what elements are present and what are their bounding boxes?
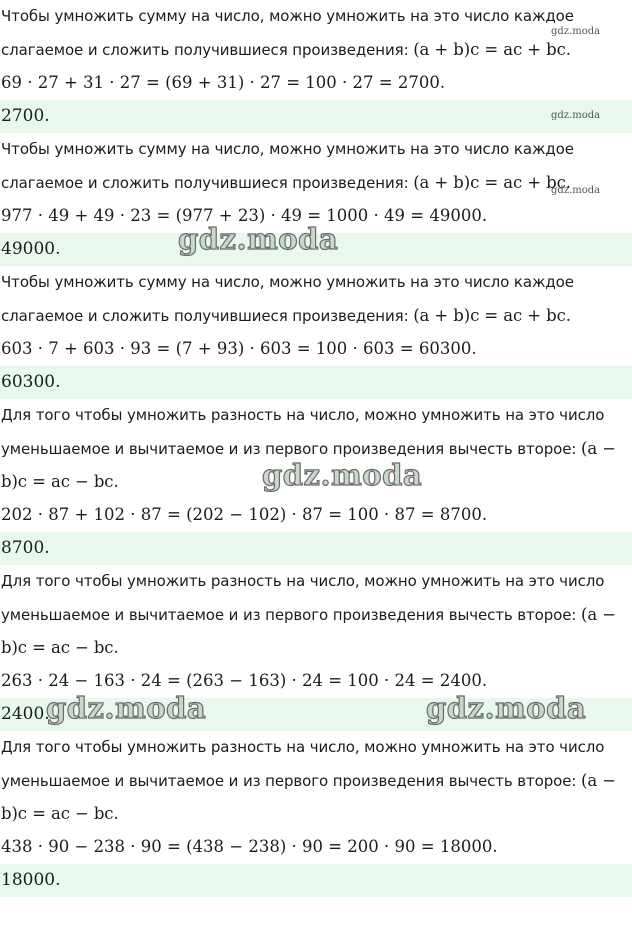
solution-block-3	[0, 266, 632, 399]
watermark-large: gdz.moda	[46, 691, 207, 725]
rule-formula: (a + b)c = ac + bc.	[413, 173, 571, 192]
watermark-small: gdz.moda	[551, 185, 601, 196]
rule-line-2	[0, 764, 632, 797]
answer-value: 2700.	[1, 106, 50, 126]
rule-text: слагаемое и сложить получившиеся произведения:	[1, 174, 414, 192]
rule-line-1: Для того чтобы умножить разность на число, можно умножить на это число	[1, 406, 605, 424]
calculation-line: 69 · 27 + 31 · 27 = (69 + 31) · 27 = 100 · 27 = 2700.	[1, 73, 446, 92]
rule-formula: (a −	[581, 771, 616, 790]
watermark-small: gdz.moda	[551, 110, 601, 121]
answer-line	[0, 366, 632, 399]
rule-formula: (a −	[581, 439, 616, 458]
rule-line-1: Чтобы умножить сумму на число, можно умножить на это число каждое	[1, 273, 574, 291]
rule-text: слагаемое и сложить получившиеся произведения:	[1, 307, 414, 325]
rule-line-2	[0, 166, 632, 199]
rule-text: уменьшаемое и вычитаемое и из первого произведения вычесть второе:	[1, 772, 581, 790]
calculation-line: 202 · 87 + 102 · 87 = (202 − 102) · 87 = 100 · 87 = 8700.	[1, 505, 488, 524]
calculation-line: 263 · 24 − 163 · 24 = (263 − 163) · 24 = 100 · 24 = 2400.	[1, 671, 488, 690]
rule-line-2	[0, 299, 632, 332]
calculation-line: 603 · 7 + 603 · 93 = (7 + 93) · 603 = 100 · 603 = 60300.	[1, 339, 477, 358]
answer-value: 60300.	[1, 372, 61, 392]
rule-formula: (a −	[581, 605, 616, 624]
answer-value: 49000.	[1, 239, 61, 259]
calculation-line: 977 · 49 + 49 · 23 = (977 + 23) · 49 = 1000 · 49 = 49000.	[1, 206, 488, 225]
solution-block-1	[0, 0, 632, 133]
answer-line	[0, 100, 632, 133]
answer-line	[0, 532, 632, 565]
rule-line-1: Чтобы умножить сумму на число, можно умножить на это число каждое	[1, 7, 574, 25]
answer-value: 8700.	[1, 538, 50, 558]
rule-line-1: Для того чтобы умножить разность на число, можно умножить на это число	[1, 572, 605, 590]
solution-block-6	[0, 731, 632, 897]
rule-formula: (a + b)c = ac + bc.	[413, 40, 571, 59]
rule-formula: (a + b)c = ac + bc.	[413, 306, 571, 325]
rule-line-3: b)c = ac − bc.	[1, 472, 119, 491]
watermark-large: gdz.moda	[426, 691, 587, 725]
watermark-small: gdz.moda	[551, 26, 601, 37]
answer-value: 18000.	[1, 870, 61, 890]
rule-text: уменьшаемое и вычитаемое и из первого произведения вычесть второе:	[1, 440, 581, 458]
watermark-large: gdz.moda	[178, 222, 339, 256]
answer-line	[0, 864, 632, 897]
rule-line-1: Для того чтобы умножить разность на число, можно умножить на это число	[1, 738, 605, 756]
rule-line-1: Чтобы умножить сумму на число, можно умножить на это число каждое	[1, 140, 574, 158]
rule-text: уменьшаемое и вычитаемое и из первого произведения вычесть второе:	[1, 606, 581, 624]
rule-line-3: b)c = ac − bc.	[1, 638, 119, 657]
rule-line-2	[0, 33, 632, 66]
watermark-large: gdz.moda	[262, 458, 423, 492]
rule-line-3: b)c = ac − bc.	[1, 804, 119, 823]
calculation-line: 438 · 90 − 238 · 90 = (438 − 238) · 90 = 200 · 90 = 18000.	[1, 837, 498, 856]
answer-value: 2400.	[1, 704, 50, 724]
rule-line-2	[0, 598, 632, 631]
rule-text: слагаемое и сложить получившиеся произведения:	[1, 41, 414, 59]
